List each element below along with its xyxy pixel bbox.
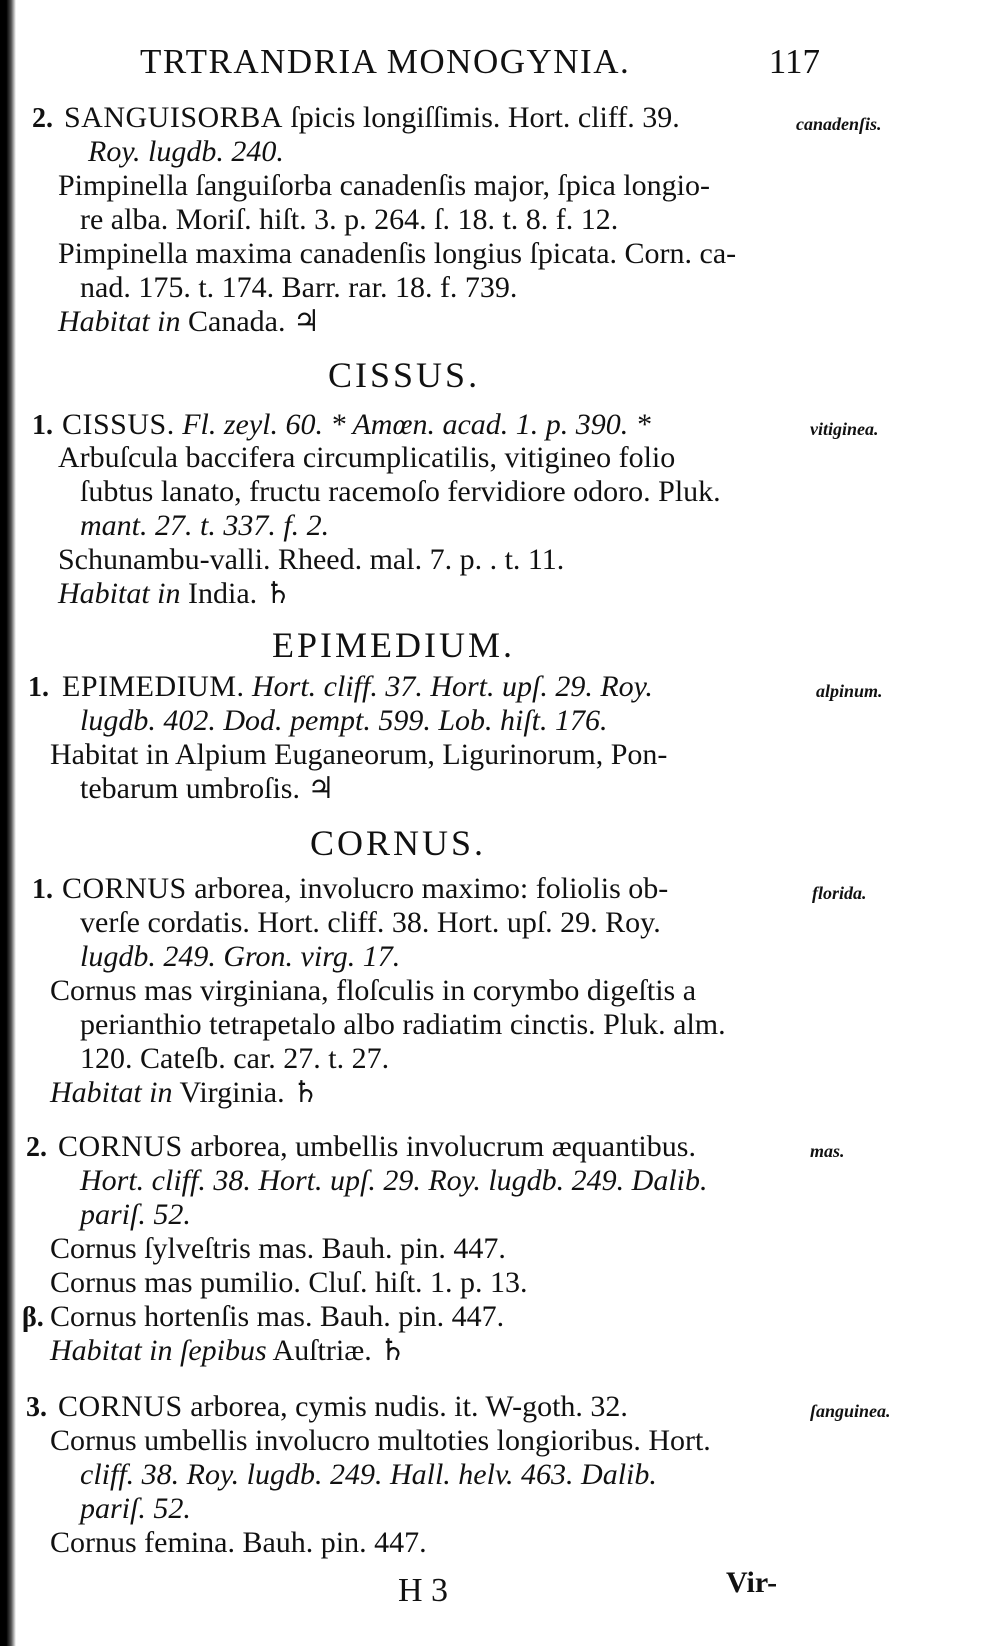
habitat-place: Auſtriæ. — [272, 1334, 372, 1367]
habitat-prefix: Habitat in — [58, 305, 181, 338]
synonym-line: nad. 175. t. 174. Barr. rar. 18. f. 739. — [80, 271, 518, 304]
entry-number: 2. — [26, 1132, 47, 1163]
diagnosis-text: Fl. zeyl. 60. * Amœn. acad. 1. p. 390. * — [174, 408, 651, 441]
trivial-name: florida. — [812, 883, 867, 903]
entry-first-line — [64, 100, 680, 136]
synonym-line: Cornus umbellis involucro multoties longioribus. Hort. — [50, 1424, 711, 1457]
habitat-line — [58, 304, 320, 340]
entry-number: 3. — [26, 1392, 47, 1423]
reference-line: cliff. 38. Roy. lugdb. 249. Hall. helv. 463. Dalib. — [80, 1458, 657, 1491]
habitat-prefix: Habitat in ſepibus — [50, 1334, 267, 1367]
synonym-line: Pimpinella maxima canadenſis longius ſpicata. Corn. ca- — [58, 237, 737, 270]
synonym-line: Cornus mas pumilio. Cluſ. hiſt. 1. p. 13. — [50, 1266, 528, 1299]
habitat-place: Virginia. — [179, 1076, 285, 1109]
entry-number: 2. — [32, 103, 53, 134]
shrub-symbol: ♄ — [264, 577, 292, 610]
habitat-line-continued — [80, 771, 334, 807]
reference-line: mant. 27. t. 337. f. 2. — [80, 509, 330, 542]
diagnosis-text: ſpicis longiſſimis. Hort. cliff. 39. — [282, 101, 680, 134]
running-title: TRTRANDRIA MONOGYNIA. — [140, 42, 631, 81]
genus-name: EPIMEDIUM. — [62, 670, 245, 703]
genus-name: CORNUS — [58, 1390, 183, 1423]
genus-heading: CISSUS. — [328, 355, 481, 395]
trivial-name: canadenſis. — [796, 114, 882, 134]
genus-name: CORNUS — [62, 872, 187, 905]
perennial-symbol: ♃ — [292, 305, 320, 338]
synonym-line: Cornus femina. Bauh. pin. 447. — [50, 1526, 427, 1559]
genus-name: SANGUISORBA — [64, 101, 283, 134]
synonym-line: Cornus ſylveſtris mas. Bauh. pin. 447. — [50, 1232, 506, 1265]
synonym-line: Arbuſcula baccifera circumplicatilis, vitigineo folio — [58, 441, 676, 474]
habitat-text: tebarum umbroſis. — [80, 772, 300, 805]
reference-line: pariſ. 52. — [80, 1492, 191, 1525]
reference-line: lugdb. 402. Dod. pempt. 599. Lob. hiſt. 176. — [80, 704, 608, 737]
entry-first-line — [62, 669, 653, 705]
diagnosis-text: Hort. cliff. 37. Hort. upſ. 29. Roy. — [244, 670, 653, 703]
diagnosis-text: arborea, cymis nudis. it. W-goth. 32. — [182, 1390, 628, 1423]
synonym-line: Pimpinella ſanguiſorba canadenſis major, ſpica longio- — [58, 169, 710, 202]
habitat-prefix: Habitat in — [58, 577, 181, 610]
habitat-place: India. — [188, 577, 258, 610]
habitat-line — [50, 1333, 406, 1369]
diagnosis-text: arborea, involucro maximo: foliolis ob- — [186, 872, 669, 905]
entry-first-line — [58, 1389, 628, 1425]
synonym-line: Cornus hortenſis mas. Bauh. pin. 447. — [50, 1300, 505, 1333]
synonym-line: re alba. Moriſ. hiſt. 3. p. 264. ſ. 18. t. 8. f. 12. — [80, 203, 619, 236]
synonym-line: Cornus mas virginiana, floſculis in corymbo digeſtis a — [50, 974, 697, 1007]
habitat-prefix: Habitat in — [50, 1076, 173, 1109]
genus-heading: EPIMEDIUM. — [272, 625, 515, 665]
entry-number: 1. — [32, 410, 53, 441]
trivial-name: vitiginea. — [810, 419, 879, 439]
catchword: Vir- — [726, 1566, 778, 1599]
shrub-symbol: ♄ — [379, 1334, 407, 1367]
entry-first-line — [58, 1129, 696, 1165]
reference-line: pariſ. 52. — [80, 1198, 191, 1231]
diagnosis-text: arborea, umbellis involucrum æquantibus. — [182, 1130, 696, 1163]
genus-name: CISSUS. — [62, 408, 175, 441]
habitat-line — [58, 576, 292, 612]
synonym-line: Schunambu-valli. Rheed. mal. 7. p. . t. 11. — [58, 543, 565, 576]
habitat-line: Habitat in Alpium Euganeorum, Ligurinorum, Pon- — [50, 738, 668, 771]
trivial-name: ſanguinea. — [810, 1401, 891, 1421]
reference-line: Hort. cliff. 38. Hort. upſ. 29. Roy. lugdb. 249. Dalib. — [80, 1164, 708, 1197]
entry-number: 1. — [32, 874, 53, 905]
entry-number: 1. — [28, 672, 49, 703]
trivial-name: alpinum. — [816, 681, 883, 701]
variety-marker: β. — [22, 1302, 44, 1333]
habitat-place: Canada. — [188, 305, 286, 338]
entry-first-line — [62, 871, 668, 907]
habitat-line — [50, 1075, 319, 1111]
reference-line: Roy. lugdb. 240. — [88, 135, 284, 168]
synonym-line: ſubtus lanato, fructu racemoſo fervidiore odoro. Pluk. — [80, 475, 721, 508]
genus-heading: CORNUS. — [310, 823, 487, 863]
trivial-name: mas. — [810, 1141, 845, 1161]
synonym-line: perianthio tetrapetalo albo radiatim cinctis. Pluk. alm. — [80, 1008, 726, 1041]
page-number: 117 — [768, 42, 820, 81]
perennial-symbol: ♃ — [307, 772, 335, 805]
signature-mark: H 3 — [398, 1572, 449, 1609]
entry-first-line — [62, 407, 651, 443]
synonym-line: verſe cordatis. Hort. cliff. 38. Hort. upſ. 29. Roy. — [80, 906, 661, 939]
reference-line: lugdb. 249. Gron. virg. 17. — [80, 940, 401, 973]
synonym-line: 120. Cateſb. car. 27. t. 27. — [80, 1042, 390, 1075]
shrub-symbol: ♄ — [292, 1076, 320, 1109]
genus-name: CORNUS — [58, 1130, 183, 1163]
